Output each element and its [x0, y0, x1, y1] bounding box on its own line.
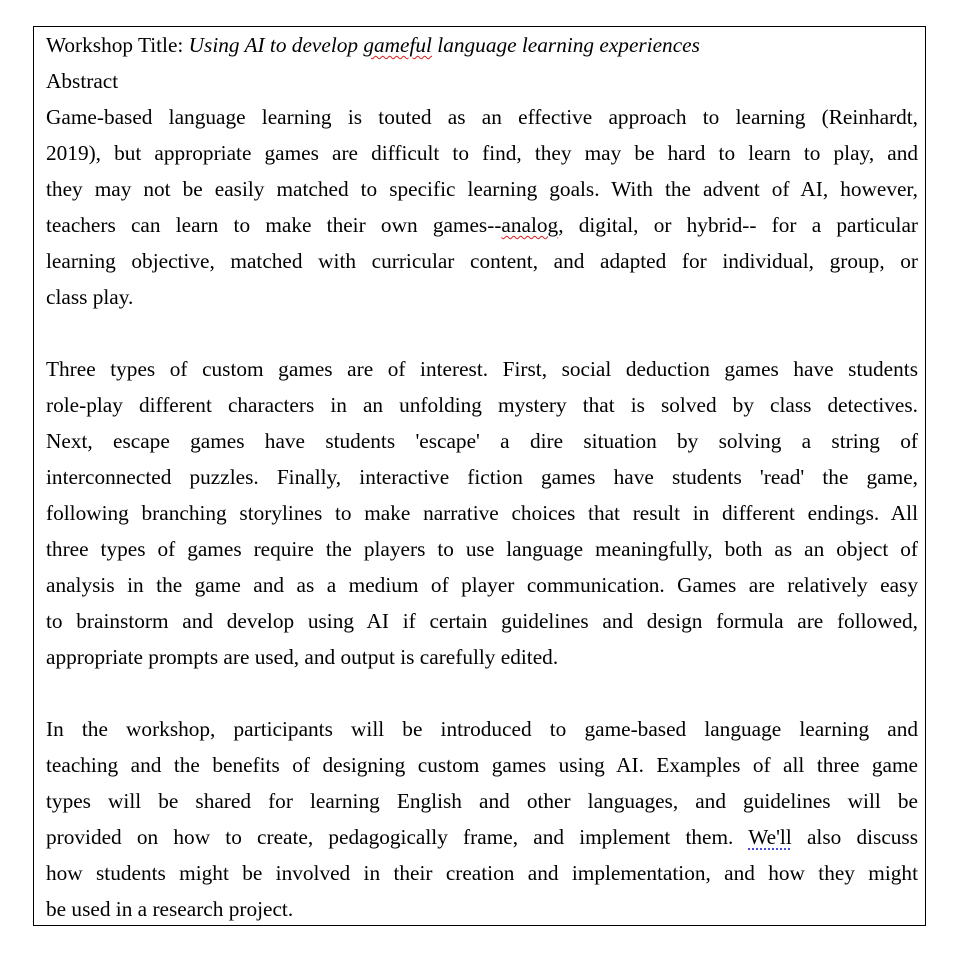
- paragraph-2-line: appropriate prompts are used, and output is carefully edited.: [46, 645, 559, 669]
- paragraph-1-line: 2019), but appropriate games are difficult to find, they may be hard to learn to play, and: [46, 141, 918, 165]
- paragraph-2-line: Next, escape games have students 'escape' a dire situation by solving a string of: [46, 429, 918, 453]
- spelling-error-gameful[interactable]: gameful: [363, 33, 432, 57]
- paragraph-2-line: Three types of custom games are of interest. First, social deduction games have students: [46, 357, 918, 381]
- paragraph-2-line: three types of games require the players to use language meaningfully, both as an object of: [46, 537, 918, 561]
- line-text: teachers can learn to make their own games--: [46, 213, 502, 237]
- paragraph-3-line: be used in a research project.: [46, 897, 294, 921]
- paragraph-1-line: Game-based language learning is touted as an effective approach to learning (Reinhardt,: [46, 105, 918, 129]
- title-text-end: language learning experiences: [431, 33, 700, 57]
- title-label: Workshop Title:: [46, 33, 189, 57]
- title-text-start: Using AI to develop: [188, 33, 364, 57]
- paragraph-3-line: teaching and the benefits of designing custom games using AI. Examples of all three game: [46, 753, 918, 777]
- line-text: , digital, or hybrid-- for a particular: [558, 213, 918, 237]
- paragraph-2-line: role-play different characters in an unfolding mystery that is solved by class detectives.: [46, 393, 918, 417]
- paragraph-1-line: class play.: [46, 285, 134, 309]
- spelling-error-analog[interactable]: analog: [501, 213, 559, 237]
- paragraph-1-line: they may not be easily matched to specific learning goals. With the advent of AI, however,: [46, 177, 918, 201]
- paragraph-3-line: types will be shared for learning English and other languages, and guidelines will be: [46, 789, 918, 813]
- workshop-title: [189, 33, 700, 57]
- abstract-heading: Abstract: [46, 69, 119, 93]
- document-page[interactable]: [33, 26, 926, 926]
- line-text: provided on how to create, pedagogically frame, and implement them.: [46, 825, 749, 849]
- paragraph-3-line: In the workshop, participants will be introduced to game-based language learning and: [46, 717, 918, 741]
- paragraph-1-line: [46, 207, 918, 243]
- paragraph-spacer: [46, 675, 918, 711]
- document-content[interactable]: [46, 27, 918, 927]
- paragraph-spacer: [46, 315, 918, 351]
- paragraph-2-line: analysis in the game and as a medium of player communication. Games are relatively easy: [46, 573, 918, 597]
- paragraph-2-line: to brainstorm and develop using AI if certain guidelines and design formula are followed,: [46, 609, 918, 633]
- paragraph-1-line: learning objective, matched with curricular content, and adapted for individual, group, or: [46, 249, 918, 273]
- paragraph-3-line: [46, 819, 918, 855]
- workshop-title-line: [46, 27, 918, 63]
- paragraph-2-line: interconnected puzzles. Finally, interactive fiction games have students 'read' the game,: [46, 465, 918, 489]
- paragraph-3-line: how students might be involved in their creation and implementation, and how they might: [46, 861, 918, 885]
- paragraph-2-line: following branching storylines to make narrative choices that result in different endings. All: [46, 501, 918, 525]
- line-text: also discuss: [791, 825, 918, 849]
- grammar-suggestion-well[interactable]: We'll: [748, 825, 792, 849]
